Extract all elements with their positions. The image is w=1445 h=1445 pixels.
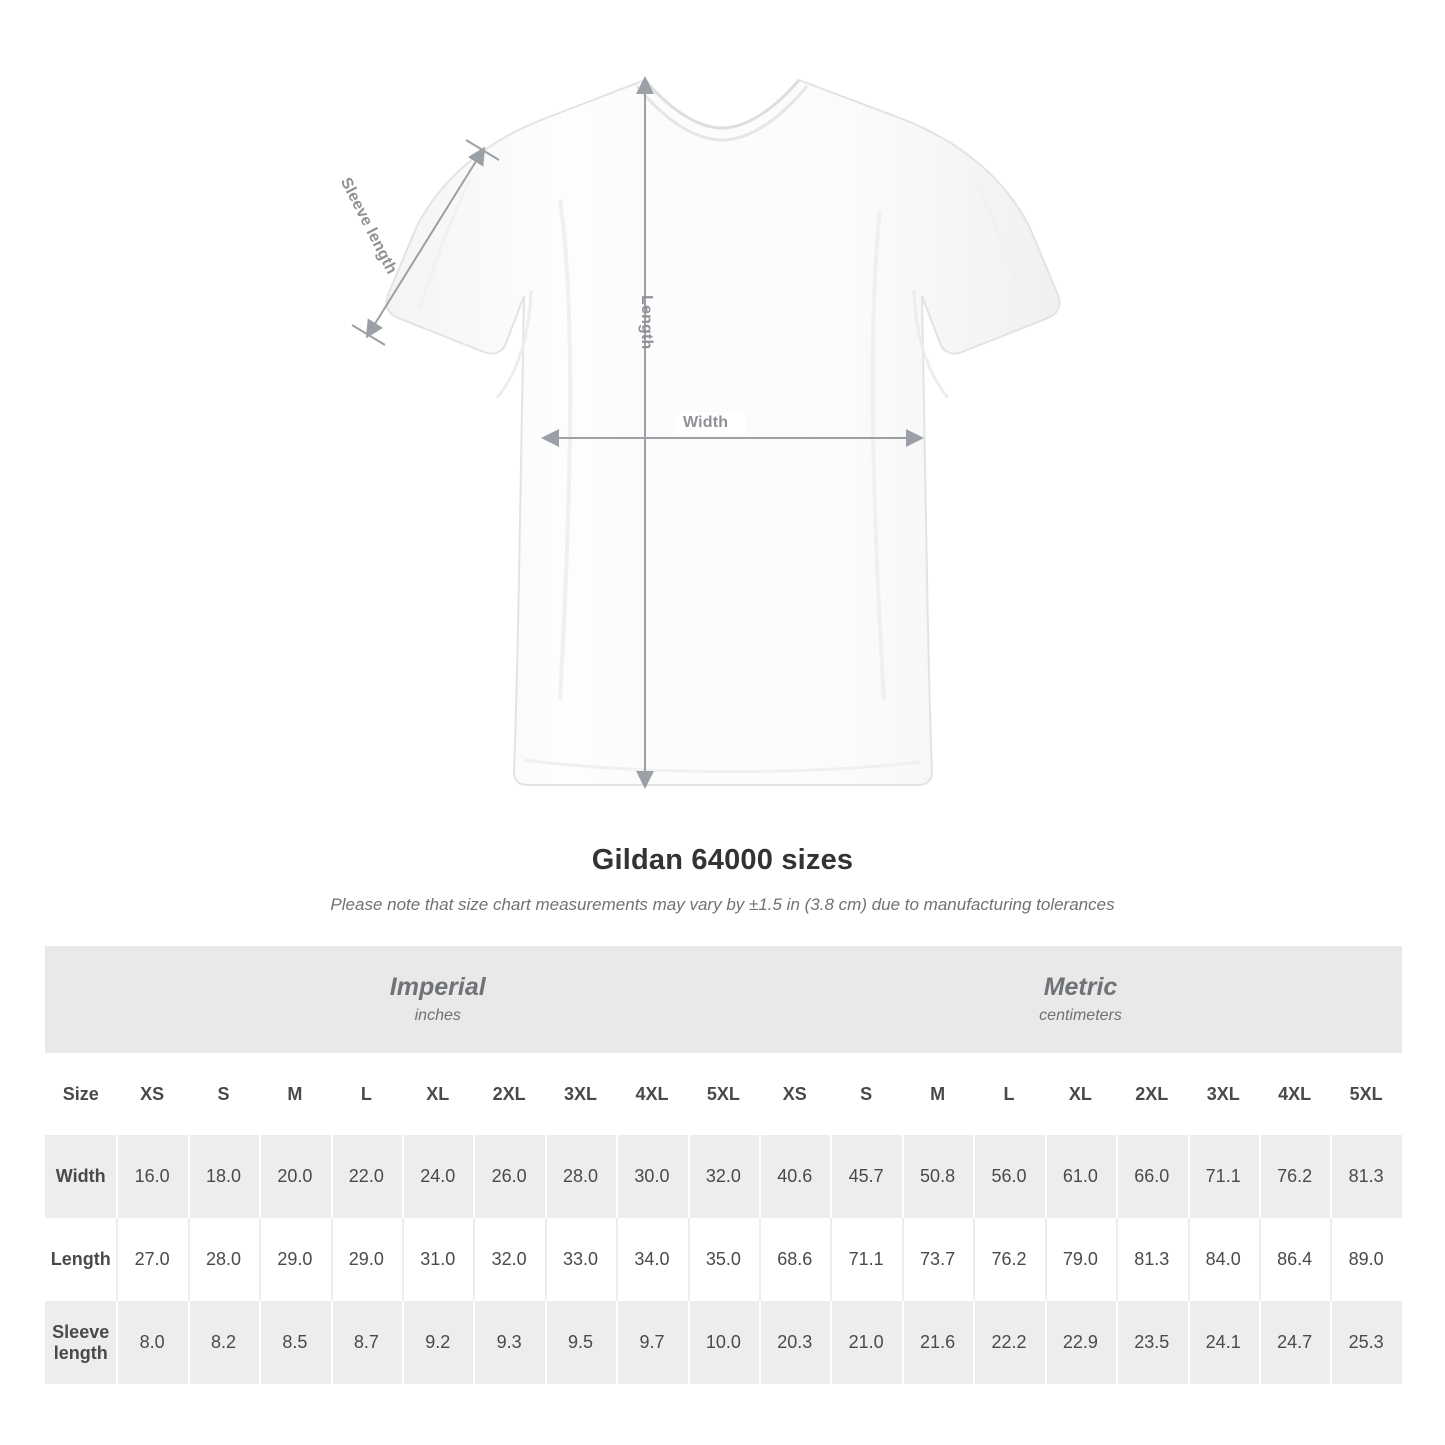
unit-name-imperial: Imperial xyxy=(389,972,486,1001)
cell-width-xs-imperial: 16.0 xyxy=(116,1135,187,1218)
cell-length-l-metric: 76.2 xyxy=(973,1218,1044,1301)
size-header-cell-5xl-imperial: 5XL xyxy=(688,1053,759,1135)
unit-name-metric: Metric xyxy=(1043,972,1118,1001)
cell-sleeve-length-m-imperial: 8.5 xyxy=(259,1301,330,1384)
unit-header-imperial xyxy=(116,946,759,1053)
cell-length-xl-imperial: 31.0 xyxy=(402,1218,473,1301)
cell-length-3xl-imperial: 33.0 xyxy=(545,1218,616,1301)
units-header-row xyxy=(45,946,1402,1053)
cell-length-m-metric: 73.7 xyxy=(902,1218,973,1301)
cell-sleeve-length-3xl-metric: 24.1 xyxy=(1188,1301,1259,1384)
size-header-cell-s-imperial: S xyxy=(188,1053,259,1135)
cell-width-l-imperial: 22.0 xyxy=(331,1135,402,1218)
row-label-width: Width xyxy=(45,1135,116,1218)
cell-sleeve-length-xs-metric: 20.3 xyxy=(759,1301,830,1384)
cell-length-4xl-metric: 86.4 xyxy=(1259,1218,1330,1301)
cell-length-2xl-imperial: 32.0 xyxy=(473,1218,544,1301)
cell-width-3xl-metric: 71.1 xyxy=(1188,1135,1259,1218)
cell-width-m-metric: 50.8 xyxy=(902,1135,973,1218)
cell-sleeve-length-2xl-metric: 23.5 xyxy=(1116,1301,1187,1384)
annotation-sleeve-length: Sleeve length xyxy=(336,175,401,277)
cell-width-5xl-imperial: 32.0 xyxy=(688,1135,759,1218)
cell-length-s-imperial: 28.0 xyxy=(188,1218,259,1301)
cell-length-3xl-metric: 84.0 xyxy=(1188,1218,1259,1301)
size-header-cell-m-imperial: M xyxy=(259,1053,330,1135)
size-header-cell-2xl-metric: 2XL xyxy=(1116,1053,1187,1135)
size-header-cell-4xl-imperial: 4XL xyxy=(616,1053,687,1135)
unit-sub-imperial: inches xyxy=(414,1007,461,1025)
cell-width-s-metric: 45.7 xyxy=(830,1135,901,1218)
cell-sleeve-length-s-metric: 21.0 xyxy=(830,1301,901,1384)
size-header-label: Size xyxy=(45,1053,116,1135)
page-title: Gildan 64000 sizes xyxy=(591,844,854,876)
cell-sleeve-length-xs-imperial: 8.0 xyxy=(116,1301,187,1384)
cell-sleeve-length-xl-metric: 22.9 xyxy=(1045,1301,1116,1384)
cell-sleeve-length-m-metric: 21.6 xyxy=(902,1301,973,1384)
cell-width-2xl-metric: 66.0 xyxy=(1116,1135,1187,1218)
cell-length-5xl-metric: 89.0 xyxy=(1330,1218,1402,1301)
cell-width-3xl-imperial: 28.0 xyxy=(545,1135,616,1218)
cell-width-2xl-imperial: 26.0 xyxy=(473,1135,544,1218)
cell-width-xl-metric: 61.0 xyxy=(1045,1135,1116,1218)
size-header-cell-s-metric: S xyxy=(830,1053,901,1135)
size-header-cell-xs-metric: XS xyxy=(759,1053,830,1135)
annotation-width: Width xyxy=(683,414,729,431)
size-header-cell-3xl-metric: 3XL xyxy=(1188,1053,1259,1135)
size-header-cell-m-metric: M xyxy=(902,1053,973,1135)
cell-width-xs-metric: 40.6 xyxy=(759,1135,830,1218)
cell-length-4xl-imperial: 34.0 xyxy=(616,1218,687,1301)
cell-length-xs-imperial: 27.0 xyxy=(116,1218,187,1301)
cell-sleeve-length-5xl-metric: 25.3 xyxy=(1330,1301,1402,1384)
size-header-cell-5xl-metric: 5XL xyxy=(1330,1053,1402,1135)
size-header-row xyxy=(45,1053,1402,1135)
row-label-sleeve-length: Sleeve length xyxy=(45,1301,116,1384)
cell-length-xl-metric: 79.0 xyxy=(1045,1218,1116,1301)
cell-length-xs-metric: 68.6 xyxy=(759,1218,830,1301)
units-corner-cell xyxy=(45,946,116,1053)
size-header-cell-xl-imperial: XL xyxy=(402,1053,473,1135)
cell-width-m-imperial: 20.0 xyxy=(259,1135,330,1218)
cell-width-4xl-metric: 76.2 xyxy=(1259,1135,1330,1218)
cell-length-5xl-imperial: 35.0 xyxy=(688,1218,759,1301)
size-header-cell-2xl-imperial: 2XL xyxy=(473,1053,544,1135)
cell-sleeve-length-3xl-imperial: 9.5 xyxy=(545,1301,616,1384)
size-header-cell-xl-metric: XL xyxy=(1045,1053,1116,1135)
cell-width-5xl-metric: 81.3 xyxy=(1330,1135,1402,1218)
cell-length-2xl-metric: 81.3 xyxy=(1116,1218,1187,1301)
cell-sleeve-length-l-imperial: 8.7 xyxy=(331,1301,402,1384)
table-row xyxy=(45,1218,1402,1301)
unit-header-metric xyxy=(759,946,1402,1053)
size-table-container xyxy=(45,946,1402,1384)
size-header-cell-3xl-imperial: 3XL xyxy=(545,1053,616,1135)
unit-sub-metric: centimeters xyxy=(1039,1007,1122,1025)
size-header-cell-l-imperial: L xyxy=(331,1053,402,1135)
cell-length-m-imperial: 29.0 xyxy=(259,1218,330,1301)
cell-length-s-metric: 71.1 xyxy=(830,1218,901,1301)
tolerance-note: Please note that size chart measurements may vary by ±1.5 in (3.8 cm) due to manufacturing tolerances xyxy=(330,895,1115,914)
cell-width-s-imperial: 18.0 xyxy=(188,1135,259,1218)
size-header-cell-xs-imperial: XS xyxy=(116,1053,187,1135)
row-label-length: Length xyxy=(45,1218,116,1301)
cell-width-4xl-imperial: 30.0 xyxy=(616,1135,687,1218)
size-table xyxy=(45,946,1402,1384)
cell-width-l-metric: 56.0 xyxy=(973,1135,1044,1218)
cell-sleeve-length-4xl-imperial: 9.7 xyxy=(616,1301,687,1384)
cell-length-l-imperial: 29.0 xyxy=(331,1218,402,1301)
cell-sleeve-length-4xl-metric: 24.7 xyxy=(1259,1301,1330,1384)
size-header-cell-l-metric: L xyxy=(973,1053,1044,1135)
cell-sleeve-length-s-imperial: 8.2 xyxy=(188,1301,259,1384)
cell-sleeve-length-xl-imperial: 9.2 xyxy=(402,1301,473,1384)
table-row xyxy=(45,1301,1402,1384)
table-row xyxy=(45,1135,1402,1218)
cell-sleeve-length-2xl-imperial: 9.3 xyxy=(473,1301,544,1384)
annotation-length: Length xyxy=(638,295,655,350)
cell-sleeve-length-5xl-imperial: 10.0 xyxy=(688,1301,759,1384)
title-block xyxy=(0,844,1445,915)
cell-width-xl-imperial: 24.0 xyxy=(402,1135,473,1218)
cell-sleeve-length-l-metric: 22.2 xyxy=(973,1301,1044,1384)
size-header-cell-4xl-metric: 4XL xyxy=(1259,1053,1330,1135)
